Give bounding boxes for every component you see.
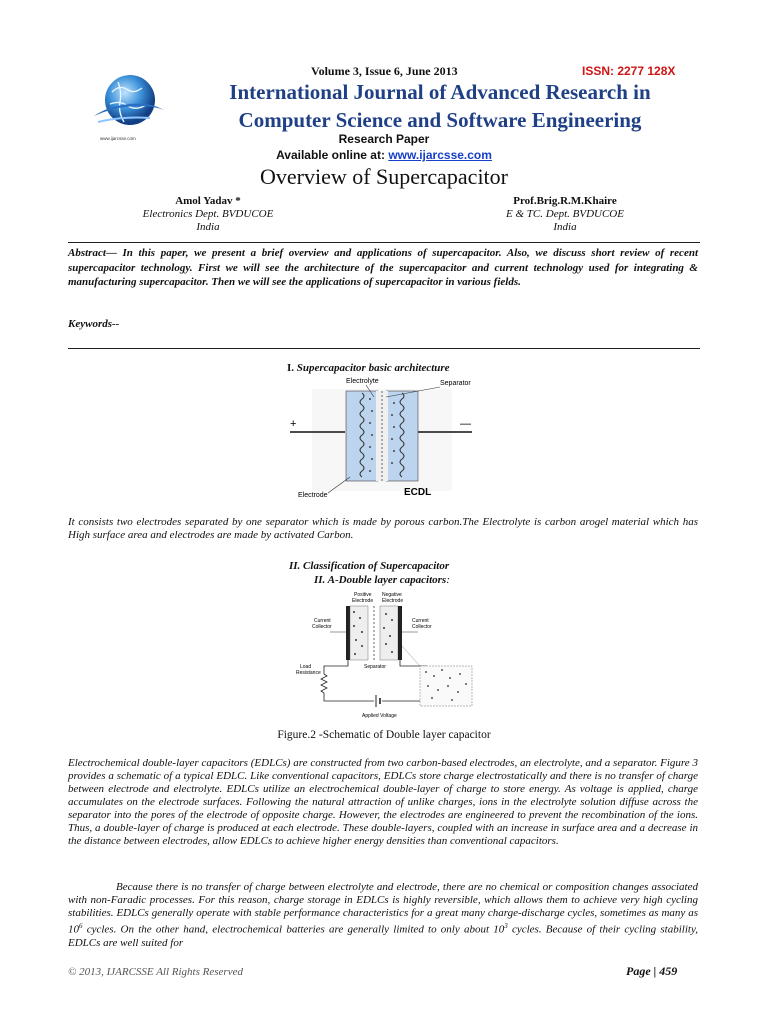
available-online [0,148,768,162]
fig2-separator-label: Separator [364,664,386,670]
fig1-electrode-label: Electrode [298,492,328,499]
author-1-country: India [196,221,220,233]
fig1-separator-label: Separator [440,380,471,387]
copyright-footer: © 2013, IJARCSSE All Rights Reserved [68,966,243,978]
journal-url-link[interactable]: www.ijarcsse.com [388,148,492,162]
edlc-diagram [290,373,490,503]
fig2-cc-right-1: Current [412,618,429,624]
issn: ISSN: 2277 128X [582,64,676,78]
paper-type: Research Paper [338,132,430,146]
divider [68,242,700,243]
section-2-paragraph-1: Electrochemical double-layer capacitors (EDLCs) are constructed from two carbon-based electrodes, an electrolyte, and a separator. Figure 3 provides a schematic of a typical EDLC. Like conventional capacitors, EDLCs store charge electrostatically and there is no transfer of charge between electrode and electrolyte. EDLCs utilize an electrochemical double-layer of charge to store energy. As voltage is applied, charge accumulates on the electrode surfaces. Following the natural attraction of unlike charges, ions in the electrolyte solution diffuse across the separator into the pores of the electrode of opposite charge. However, the electrodes are engineered to prevent the recombination of the ions. Thus, a double-layer of charge is produced at each electrode. These double-layers, coupled with an increase in surface area and a decrease in the distance between electrodes, allow EDLCs to achieve higher energy densities than conventional capacitors. [68,757,698,847]
section-2-paragraph-2 [68,881,698,950]
section-1-title: Supercapacitor basic architecture [296,362,450,374]
author-2-name: Prof.Brig.R.M.Khaire [513,195,617,207]
minus-sign: — [460,418,471,430]
author-2-country: India [553,221,577,233]
fig2-applied-voltage-label: Applied Voltage [362,713,397,719]
section-2a-colon: : [446,574,450,586]
available-label: Available online at: [276,148,389,162]
section-1-number: I. [287,362,297,374]
figure-1-edlc [290,373,490,503]
fig2-cc-left-2: Collector [312,624,332,630]
journal-title [180,78,700,134]
plus-sign: + [290,418,297,430]
journal-title-line2: Computer Science and Software Engineering [238,108,642,132]
fig2-pos-label-2: Electrode [352,598,374,604]
journal-title-line1: International Journal of Advanced Research in [229,80,651,104]
fig1-ecdl-label: ECDL [404,487,432,498]
section-2-heading [289,560,449,572]
section-2a-title: II. A-Double layer capacitors [314,574,447,586]
para2-exponent-2: 3 [504,922,508,930]
section-2-title: II. Classification of Supercapacitor [289,560,450,572]
fig2-load-label-1: Load [300,664,312,670]
section-1-text: It consists two electrodes separated by one separator which is made by porous carbon.The Electrolyte is carbon arogel material which has High surface area and electrodes are made by activated Carbon. [68,516,698,541]
fig1-electrolyte-label: Electrolyte [346,378,379,385]
double-layer-diagram [290,586,490,724]
figure-2-double-layer [290,586,490,724]
paper-title: Overview of Supercapacitor [259,164,508,189]
para2-part-a: Because there is no transfer of charge between electrolyte and electrode, there are no chemical or composition changes associated with non-Faradic processes. For this reason, charge storage in EDLCs is highly reversible, which allows them to achieve very high cycling stabilities. EDLCs generally operate with stable performance characteristics for a great many charge-discharge cycles, sometimes as many as 10 [68,881,698,936]
volume-info: Volume 3, Issue 6, June 2013 [311,64,458,78]
fig2-cc-left-1: Current [314,618,331,624]
para2-exponent-1: 6 [79,922,83,930]
abstract: Abstract— In this paper, we present a brief overview and applications of supercapacitor. Also, we discuss short review of recent supercapacitor technology. First we will see the architecture of the supercapacitor and current technology used for integrating & manufacturing supercapacitor. Then we will see the applications of supercapacitor in various fields. [68,247,698,288]
divider [68,348,700,349]
fig2-neg-label-2: Electrode [382,598,404,604]
keywords: Keywords-- [68,318,120,330]
para2-part-b: cycles. On the other hand, electrochemical batteries are generally limited to only about 10 [82,923,505,936]
svg-text:www.ijarcsse.com: www.ijarcsse.com [100,136,136,141]
author-2 [490,195,640,234]
page-number: Page | 459 [626,964,678,978]
fig2-cc-right-2: Collector [412,624,432,630]
para2-part-c: cycles. Because of their cycling stability, EDLCs are well suited for [68,923,698,949]
section-2a-heading [314,574,450,586]
author-1-name: Amol Yadav * [175,195,241,207]
fig2-pos-label-1: Positive [354,592,372,598]
fig2-neg-label-1: Negative [382,592,402,598]
author-2-dept: E & TC. Dept. BVDUCOE [506,208,624,220]
author-1-dept: Electronics Dept. BVDUCOE [142,208,274,220]
author-1 [118,195,298,234]
fig2-load-label-2: Resistance [296,670,321,676]
figure-2-caption: Figure.2 -Schematic of Double layer capacitor [277,729,491,741]
